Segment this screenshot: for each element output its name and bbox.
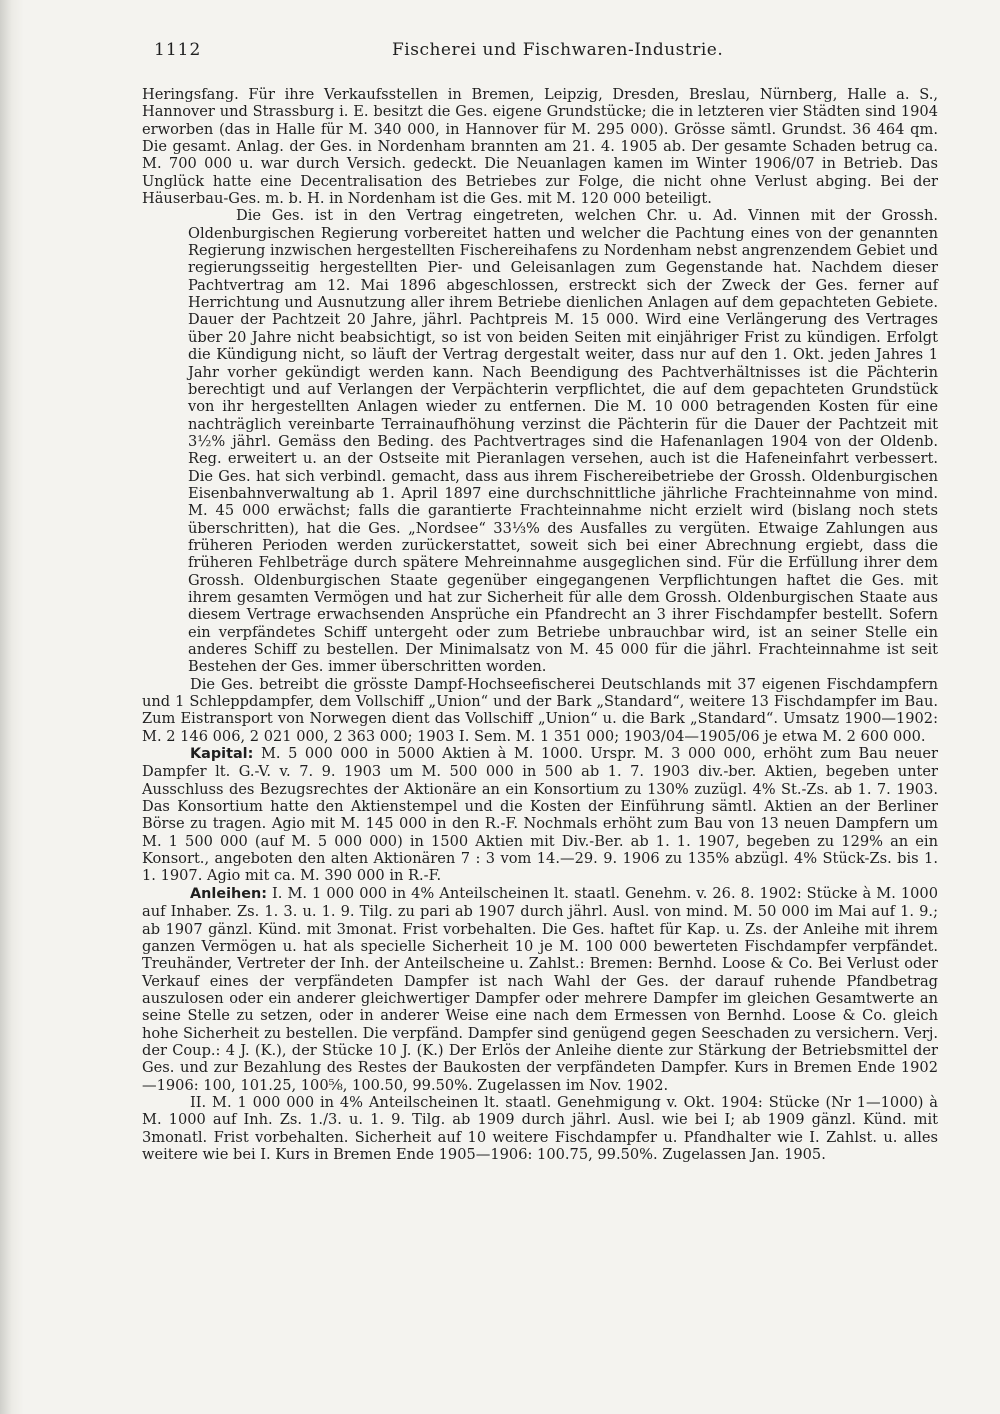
paragraph-anleihe-ii bbox=[142, 1094, 938, 1163]
paragraph-text: Heringsfang. Für ihre Verkaufsstellen in Bremen, Leipzig, Dresden, Breslau, Nürnberg, Halle a. S., Hannover und Strassburg i. E. besitzt die Ges. eigene Grundstücke; die in letzteren vier Städten sind 1904 erworben (das in Halle für M. 340 000, in Hannover für M. 295 000). Grösse sämtl. Grundst. 36 464 qm. Die gesamt. Anlag. der Ges. in Nordenham brannten am 21. 4. 1905 ab. Der gesamte Schaden betrug ca. M. 700 000 u. war durch Versich. gedeckt. Die Neuanlagen kamen im Winter 1906/07 in Betrieb. Das Unglück hatte eine Decentralisation des Betriebes zur Folge, die nicht ohne Verlust abging. Bei der Häuserbau-Ges. m. b. H. in Nordenham ist die Ges. mit M. 120 000 beteiligt. bbox=[142, 86, 938, 208]
paragraph-betrieb bbox=[142, 676, 938, 745]
paragraph-anleihen bbox=[142, 885, 938, 1094]
page-header bbox=[142, 40, 938, 70]
paragraph-text: II. M. 1 000 000 in 4% Anteilscheinen lt. staatl. Genehmigung v. Okt. 1904: Stücke (Nr 1—1000) à M. 1000 auf Inh. Zs. 1./3. u. 1. 9. Tilg. ab 1909 durch jährl. Ausl. wie bei I; ab 1909 gänzl. Künd. mit 3monatl. Frist vorbehalten. Sicherheit auf 10 weitere Fischdampfer u. Pfandhalter wie I. Zahlst. u. alles weitere wie bei I. Kurs in Bremen Ende 1905—1906: 100.75, 99.50%. Zugelassen Jan. 1905. bbox=[142, 1093, 938, 1163]
paragraph-kapital bbox=[142, 745, 938, 885]
paragraph-pachtvertrag bbox=[142, 207, 938, 675]
paragraph-text: I. M. 1 000 000 in 4% Anteilscheinen lt. staatl. Genehm. v. 26. 8. 1902: Stücke à M. 1000 auf Inhaber. Zs. 1. 3. u. 1. 9. Tilg. zu pari ab 1907 durch jährl. Ausl. von mind. M. 50 000 im Mai auf 1. 9.; ab 1907 gänzl. Künd. mit 3monat. Frist vorbehalten. Die Ges. haftet für Kap. u. Zs. der Anleihe mit ihrem ganzen Vermögen u. hat als specielle Sicherheit 10 je M. 100 000 bewerteten Fischdampfer verpfändet. Treuhänder, Vertreter der Inh. der Anteilscheine u. Zahlst.: Bremen: Bernhd. Loose & Co. Bei Verlust oder Verkauf eines der verpfändeten Dampfer ist nach Wahl der Ges. der darauf ruhende Pfandbetrag auszulosen oder ein anderer gleichwertiger Dampfer oder mehrere Dampfer im gleichen Gesamtwerte an seine Stelle zu setzen, oder in anderer Weise eine nach dem Ermessen von Bernhd. Loose & Co. gleich hohe Sicherheit zu bestellen. Die verpfänd. Dampfer sind genügend gegen Seeschaden zu versichern. Verj. der Coup.: 4 J. (K.), der Stücke 10 J. (K.) Der Erlös der Anleihe diente zur Stärkung der Betriebsmittel der Ges. und zur Bezahlung des Restes der Baukosten der verpfändeten Dampfer. Kurs in Bremen Ende 1902—1906: 100, 101.25, 100⅝, 100.50, 99.50%. Zugelassen im Nov. 1902. bbox=[142, 884, 938, 1094]
paragraph-text: M. 5 000 000 in 5000 Aktien à M. 1000. Urspr. M. 3 000 000, erhöht zum Bau neuer Dampfer lt. G.-V. v. 7. 9. 1903 um M. 500 000 in 500 ab 1. 7. 1903 div.-ber. Aktien, begeben unter Ausschluss des Bezugsrechtes der Aktionäre an ein Konsortium zu 130% zuzügl. 4% St.-Zs. ab 1. 7. 1903. Das Konsortium hatte den Aktienstempel und die Kosten der Einführung sämtl. Aktien an der Berliner Börse zu tragen. Agio mit M. 145 000 in den R.-F. Nochmals erhöht zum Bau von 13 neuen Dampfern um M. 1 500 000 (auf M. 5 000 000) in 1500 Aktien mit Div.-Ber. ab 1. 1. 1907, begeben zu 129% an ein Konsort., angeboten den alten Aktionären 7 : 3 vom 14.—29. 9. 1906 zu 135% abzügl. 4% Stück-Zs. bis 1. 1. 1907. Agio mit ca. M. 390 000 in R.-F. bbox=[142, 745, 938, 885]
section-label-kapital: Kapital: bbox=[190, 746, 254, 763]
running-title: Fischerei und Fischwaren-Industrie. bbox=[392, 40, 724, 60]
paragraph-text: Die Ges. ist in den Vertrag eingetreten, welchen Chr. u. Ad. Vinnen mit der Grossh. Oldenburgischen Regierung vorbereitet hatten und welcher die Pachtung eines von der genannten Regierung inzwischen hergestellten Fischereihafens zu Nordenham nebst angrenzendem Gebiet und regierungsseitig hergestellten Pier- und Geleisanlagen zum Gegenstande hat. Nachdem dieser Pachtvertrag am 12. Mai 1896 abgeschlossen, erstreckt sich der Zweck der Ges. ferner auf Herrichtung und Ausnutzung aller ihrem Betriebe dienlichen Anlagen auf dem gepachteten Gebiete. Dauer der Pachtzeit 20 Jahre, jährl. Pachtpreis M. 15 000. Wird eine Verlängerung des Vertrages über 20 Jahre nicht beabsichtigt, so ist von beiden Seiten mit einjähriger Frist zu kündigen. Erfolgt die Kündigung nicht, so läuft der Vertrag dergestalt weiter, dass nur auf den 1. Okt. jeden Jahres 1 Jahr vorher gekündigt werden kann. Nach Beendigung des Pachtverhältnisses ist die Pächterin berechtigt und auf Verlangen der Verpächterin verpflichtet, die auf dem gepachteten Grundstück von ihr hergestellten Anlagen wieder zu entfernen. Die M. 10 000 betragenden Kosten für eine nachträglich vereinbarte Terrainaufhöhung verzinst die Pächterin für die Dauer der Pachtzeit mit 3½% jährl. Gemäss den Beding. des Pachtvertrages sind die Hafenanlagen 1904 von der Oldenb. Reg. erweitert u. an der Ostseite mit Pieranlagen versehen, auch ist die Hafeneinfahrt verbessert. Die Ges. hat sich verbindl. gemacht, dass aus ihrem Fischereibetriebe der Grossh. Oldenburgischen Eisenbahnverwaltung ab 1. April 1897 eine durchschnittliche jährliche Frachteinnahme von mind. M. 45 000 erwächst; falls die garantierte Frachteinnahme nicht erzielt wird (bislang noch stets überschritten), hat die Ges. „Nordsee“ 33⅓% des Ausfalles zu vergüten. Etwaige Zahlungen aus früheren Perioden werden zurückerstattet, soweit sich bei einer Abrechnung ergiebt, dass die früheren Fehlbeträge durch spätere Mehreinnahme ausgeglichen sind. Für die Erfüllung ihrer dem Grossh. Oldenburgischen Staate gegenüber eingegangenen Verpflichtungen haftet die Ges. mit ihrem gesamten Vermögen und hat zur Sicherheit für alle dem Grossh. Oldenburgischen Staate aus diesem Vertrage erwachsenden Ansprüche ein Pfandrecht an 3 ihrer Fischdampfer bestellt. Sofern ein verpfändetes Schiff untergeht oder zum Betriebe unbrauchbar wird, ist an seiner Stelle ein anderes Schiff zu bestellen. Der Minimalsatz von M. 45 000 für die jährl. Frachteinnahme ist seit Bestehen der Ges. immer überschritten worden. bbox=[188, 207, 938, 676]
section-label-anleihen: Anleihen: bbox=[190, 885, 268, 902]
page-number: 1112 bbox=[154, 40, 202, 60]
paragraph-text: Die Ges. betreibt die grösste Dampf-Hochseefischerei Deutschlands mit 37 eigenen Fischdampfern und 1 Schleppdampfer, dem Vollschiff „Union“ und der Bark „Standard“, weitere 13 Fischdampfer im Bau. Zum Eistransport von Norwegen dient das Vollschiff „Union“ u. die Bark „Standard“. Umsatz 1900—1902: M. 2 146 006, 2 021 000, 2 363 000; 1903 I. Sem. M. 1 351 000; 1903/04—1905/06 je etwa M. 2 600 000. bbox=[142, 675, 938, 745]
page-body bbox=[142, 86, 938, 1163]
paragraph-heringsfang bbox=[142, 86, 938, 207]
